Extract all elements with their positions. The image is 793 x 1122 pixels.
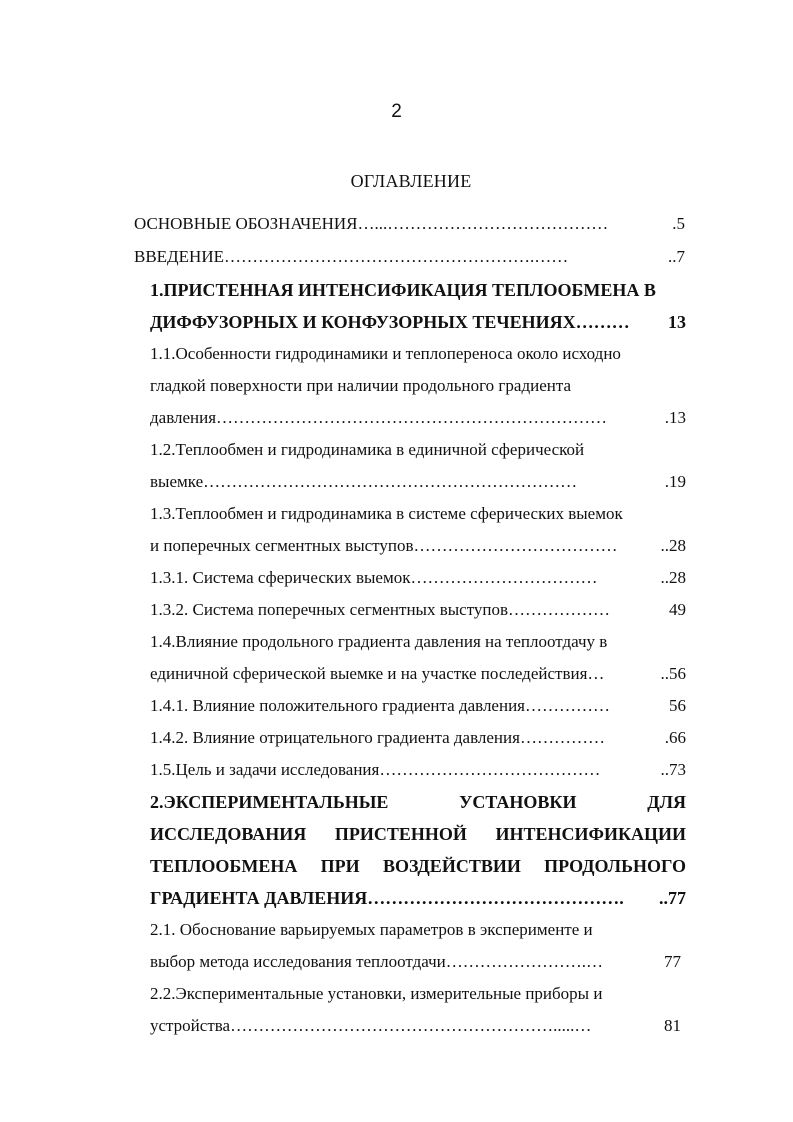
toc-entry-title: гладкой поверхности при наличии продольного градиента xyxy=(150,376,572,395)
toc-entry-title: 1.3.Теплообмен и гидродинамика в системе сферических выемок xyxy=(150,504,623,523)
toc-entry-leader: ……………………………………………….…… xyxy=(223,247,569,266)
toc-entry-page: ..56 xyxy=(660,664,686,683)
toc-entry xyxy=(150,725,686,751)
toc-entry xyxy=(150,789,686,815)
toc-entry xyxy=(150,885,686,911)
toc-entry-title: давления xyxy=(150,408,217,427)
toc-entry-page: .13 xyxy=(664,408,686,427)
toc-entry-page: ..7 xyxy=(668,247,685,266)
toc-entry-page: ..77 xyxy=(659,888,686,908)
toc-entry-page: 81 xyxy=(664,1016,681,1035)
toc-entry-leader: …………… xyxy=(525,696,610,715)
toc-entry-title: ВВЕДЕНИЕ xyxy=(134,247,224,266)
toc-entry-title: выемке xyxy=(150,472,204,491)
toc-entry-leader: …………………….… xyxy=(445,952,604,971)
page-number: 2 xyxy=(391,101,402,122)
toc-entry-title: 1.ПРИСТЕННАЯ ИНТЕНСИФИКАЦИЯ ТЕПЛООБМЕНА В xyxy=(150,280,656,300)
toc-entry-title: 1.5.Цель и задачи исследования xyxy=(150,760,380,779)
toc-entry-leader: …...………………………………… xyxy=(357,214,609,233)
toc-entry xyxy=(150,277,686,303)
toc-entry xyxy=(150,341,686,367)
toc-entry-leader: ………………………………………………………… xyxy=(203,472,578,491)
toc-entry-title: 1.1.Особенности гидродинамики и теплопереноса около исходно xyxy=(150,344,621,363)
toc-entry-page: 56 xyxy=(669,696,686,715)
toc-entry-leader: …………………………………………………………… xyxy=(216,408,608,427)
toc-entry-word: ПРОДОЛЬНОГО xyxy=(544,856,686,876)
toc-entry-leader: …………… xyxy=(519,728,605,747)
toc-entry xyxy=(150,533,686,559)
toc-entry xyxy=(150,597,686,623)
toc-entry xyxy=(150,501,686,527)
toc-entry xyxy=(150,949,681,975)
toc-entry-page: ..28 xyxy=(660,536,686,555)
toc-entry-title: 1.4.2. Влияние отрицательного градиента давления xyxy=(150,728,520,747)
toc-entry-title: устройства xyxy=(150,1016,231,1035)
toc-entry xyxy=(150,661,686,687)
toc-entry xyxy=(150,565,686,591)
toc-heading: ОГЛАВЛЕНИЕ xyxy=(350,171,472,191)
toc-entry xyxy=(150,1013,681,1039)
toc-entry-page: ..28 xyxy=(660,568,686,587)
toc-entry-word: ВОЗДЕЙСТВИИ xyxy=(383,856,521,876)
toc-entry-leader: ……………………………… xyxy=(413,536,618,555)
toc-entry xyxy=(150,629,686,655)
toc-entry xyxy=(150,437,686,463)
toc-entry xyxy=(150,853,686,879)
toc-entry-word: ДЛЯ xyxy=(647,792,686,812)
toc-entry xyxy=(134,244,685,270)
toc-entry xyxy=(150,469,686,495)
toc-entry-page: 49 xyxy=(669,600,686,619)
toc-entry xyxy=(150,981,686,1007)
toc-entry-title: ДИФФУЗОРНЫХ И КОНФУЗОРНЫХ ТЕЧЕНИЯХ xyxy=(150,312,576,332)
toc-entry-word: ПРИ xyxy=(320,856,360,876)
toc-entry-title: ГРАДИЕНТА ДАВЛЕНИЯ xyxy=(150,888,368,908)
toc-entry-title: и поперечных сегментных выступов xyxy=(150,536,414,555)
toc-entry-page: ..73 xyxy=(660,760,686,779)
toc-entry-word: ИССЛЕДОВАНИЯ xyxy=(150,824,307,844)
toc-entry-page: .5 xyxy=(672,214,685,233)
toc-entry-leader: ……………………………………. xyxy=(367,888,624,908)
toc-entry-word: ИНТЕНСИФИКАЦИИ xyxy=(495,824,686,844)
toc-entry-title: 1.3.1. Система сферических выемок xyxy=(150,568,411,587)
toc-entry-word: УСТАНОВКИ xyxy=(459,792,577,812)
toc-entry xyxy=(150,373,686,399)
toc-entry-leader: ……… xyxy=(575,312,630,332)
toc-entry-leader: ………………………………………………….....… xyxy=(230,1016,592,1035)
toc-entry-title: 1.2.Теплообмен и гидродинамика в единичной сферической xyxy=(150,440,585,459)
toc-entry-page: .19 xyxy=(664,472,686,491)
toc-entry xyxy=(150,917,686,943)
toc-entry-page: 13 xyxy=(668,312,686,332)
toc-entry-title: выбор метода исследования теплоотдачи xyxy=(150,952,446,971)
toc-entry xyxy=(150,693,686,719)
toc-entry-title: 1.4.Влияние продольного градиента давления на теплоотдачу в xyxy=(150,632,608,651)
toc-entry xyxy=(134,211,685,237)
toc-entry-word: ПРИСТЕННОЙ xyxy=(334,824,467,844)
toc-entry-title: ОСНОВНЫЕ ОБОЗНАЧЕНИЯ xyxy=(134,214,358,233)
toc-entry-title: 2.1. Обоснование варьируемых параметров в эксперименте и xyxy=(150,920,593,939)
toc-entry-title: единичной сферической выемке и на участке последействия xyxy=(150,664,588,683)
toc-entry-word: 2.ЭКСПЕРИМЕНТАЛЬНЫЕ xyxy=(150,792,389,812)
toc-entry-leader: … xyxy=(587,664,605,683)
toc-entry-title: 1.4.1. Влияние положительного градиента давления xyxy=(150,696,525,715)
toc-entry-title: 1.3.2. Система поперечных сегментных выступов xyxy=(150,600,509,619)
toc-entry-page: 77 xyxy=(664,952,681,971)
toc-entry xyxy=(150,821,686,847)
toc-entry-leader: ……………… xyxy=(508,600,611,619)
toc-entry xyxy=(150,309,686,335)
toc-entry-leader: ………………………………… xyxy=(379,760,601,779)
toc-entry-page: .66 xyxy=(664,728,686,747)
toc-entry xyxy=(150,405,686,431)
toc-entry xyxy=(150,757,686,783)
toc-entry-leader: …………………………… xyxy=(410,568,598,587)
toc-entry-word: ТЕПЛООБМЕНА xyxy=(150,856,298,876)
toc-entry-title: 2.2.Экспериментальные установки, измерительные приборы и xyxy=(150,984,603,1003)
